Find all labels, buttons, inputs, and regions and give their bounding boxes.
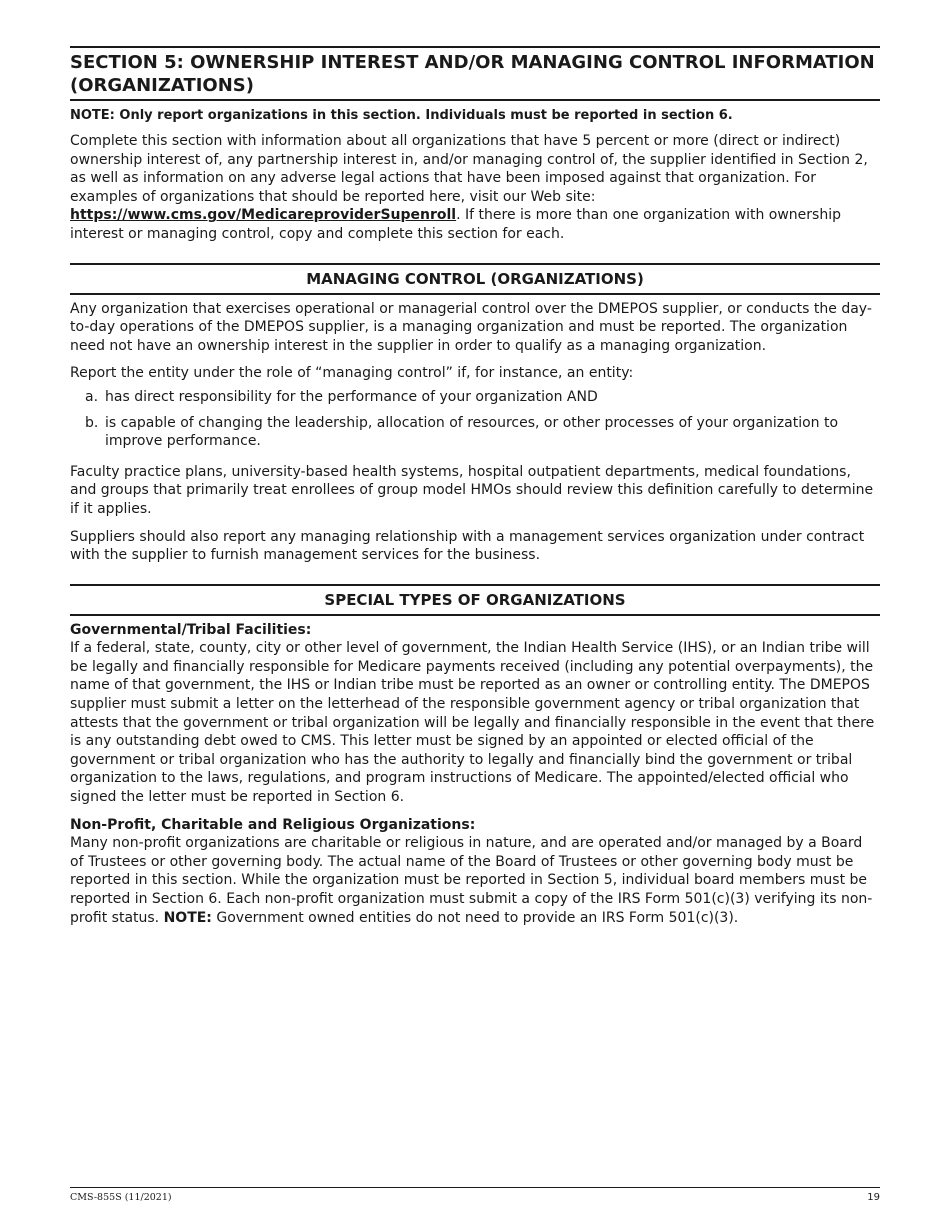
list-item	[70, 388, 880, 407]
form-identifier: CMS-855S (11/2021)	[70, 1192, 172, 1203]
intro-text-before-link: Complete this section with information about all organizations that have 5 percent or more (direct or indirect) ownership interest of, any partnership interest in, and/or managing control of, the supplier identified in Section 2, as well as information on any adverse legal actions that have been imposed against that organization. For examples of organizations that should be reported here, visit our Web site:	[70, 133, 868, 205]
section-note: NOTE: Only report organizations in this section. Individuals must be reported in section 6.	[70, 108, 733, 123]
nonprofit-heading: Non-Profit, Charitable and Religious Organizations:	[70, 816, 476, 833]
page-footer	[70, 1187, 880, 1203]
cms-enrollment-link[interactable]: https://www.cms.gov/MedicareproviderSupenroll	[70, 207, 457, 224]
list-marker: b.	[85, 414, 99, 431]
special-types-header: SPECIAL TYPES OF ORGANIZATIONS	[70, 584, 880, 616]
nonprofit-note-text: Government owned entities do not need to provide an IRS Form 501(c)(3).	[211, 909, 739, 926]
list-item-text: is capable of changing the leadership, allocation of resources, or other processes of your organization to improve performance.	[105, 414, 839, 450]
governmental-tribal-text: If a federal, state, county, city or other level of government, the Indian Health Service (IHS), or an Indian tribe will be legally and financially responsible for Medicare payments received (including any potential overpayments), the name of that government, the IHS or Indian tribe must be reported as an owner or controlling entity. The DMEPOS supplier must submit a letter on the letterhead of the responsible government agency or tribal organization that attests that the government or tribal organization will be legally and financially responsible in the event that there is any outstanding debt owed to CMS. This letter must be signed by an appointed or elected official of the government or tribal organization who has the authority to legally and financially bind the government or tribal organization to the laws, regulations, and program instructions of Medicare. The appointed/elected official who signed the letter must be reported in Section 6.	[70, 640, 875, 806]
managing-control-header: MANAGING CONTROL (ORGANIZATIONS)	[70, 263, 880, 295]
governmental-tribal-heading: Governmental/Tribal Facilities:	[70, 621, 312, 638]
managing-control-paragraph-4: Suppliers should also report any managing relationship with a management services organization under contract with the supplier to furnish management services for the business.	[70, 528, 865, 564]
managing-control-paragraph-3: Faculty practice plans, university-based health systems, hospital outpatient departments, medical foundations, and groups that primarily treat enrollees of group model HMOs should review this definition carefully to determine if it applies.	[70, 463, 874, 517]
list-item	[70, 414, 880, 451]
nonprofit-text-main: Many non-profit organizations are charitable or religious in nature, and are operated and/or managed by a Board of Trustees or other governing body. The actual name of the Board of Trustees or other governing body must be reported in this section. While the organization must be reported in Section 5, individual board members must be reported in Section 6. Each non-profit organization must submit a copy of the IRS Form 501(c)(3) verifying its non-profit status.	[70, 835, 873, 926]
intro-text-after-link: . If there is more than one organization with ownership interest or managing control, copy and complete this section for each.	[70, 207, 841, 242]
nonprofit-text	[70, 834, 880, 927]
managing-control-criteria-list	[70, 388, 880, 451]
section-title: SECTION 5: OWNERSHIP INTEREST AND/OR MANAGING CONTROL INFORMATION (ORGANIZATIONS)	[70, 46, 880, 101]
nonprofit-note-label: NOTE:	[163, 909, 212, 926]
page-number: 19	[867, 1192, 880, 1203]
document-page	[70, 46, 880, 936]
managing-control-paragraph-1: Any organization that exercises operational or managerial control over the DMEPOS supplier, or conducts the day-to-day operations of the DMEPOS supplier, is a managing organization and must be reported. The organization need not have an ownership interest in the supplier in order to qualify as a managing organization.	[70, 300, 872, 354]
managing-control-paragraph-2: Report the entity under the role of “managing control” if, for instance, an entity:	[70, 365, 634, 382]
list-item-text: has direct responsibility for the performance of your organization AND	[105, 388, 598, 405]
list-marker: a.	[85, 388, 99, 405]
section-intro	[70, 132, 880, 244]
